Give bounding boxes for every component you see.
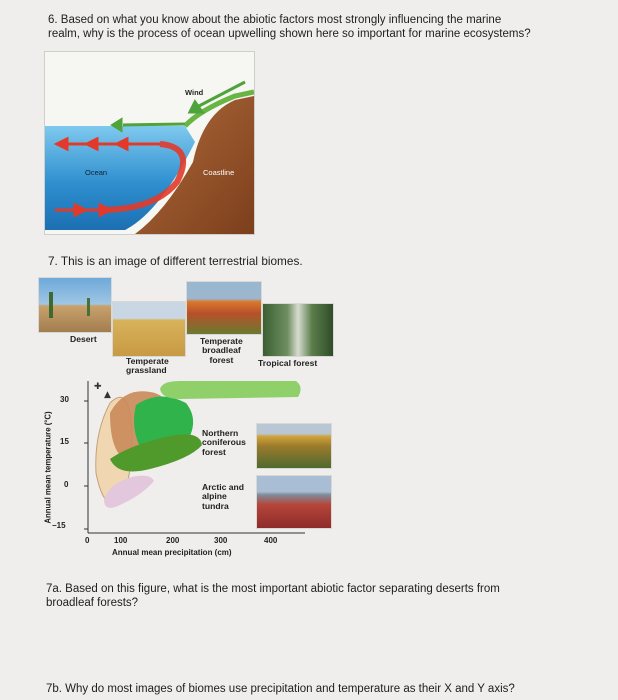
tropical-forest-photo (262, 303, 334, 357)
question-6 (48, 14, 531, 41)
y-ticks (84, 401, 88, 529)
temperate-broadleaf-forest-photo (186, 281, 262, 335)
x-axis-label: Annual mean precipitation (cm) (112, 548, 232, 557)
x-tick-100: 100 (114, 536, 128, 545)
cactus-icon: ✚ (94, 382, 102, 392)
x-tick-0: 0 (85, 536, 90, 545)
coastline-label: Coastline (203, 168, 235, 177)
tropical-forest-region (160, 381, 301, 399)
temperate-broadleaf-label: Temperate broadleaf forest (200, 336, 243, 365)
question-6-line-2: realm, why is the process of ocean upwelling shown here so important for marine ecosystems? (48, 27, 531, 40)
x-tick-300: 300 (214, 536, 228, 545)
biomes-figure (30, 275, 340, 570)
question-7b: 7b. Why do most images of biomes use precipitation and temperature as their X and Y axis? (46, 683, 515, 695)
question-7a-line-2: broadleaf forests? (46, 596, 139, 609)
arctic-alpine-label: Arctic and alpine tundra (202, 482, 245, 511)
y-tick-15: 15 (60, 437, 69, 446)
y-tick-neg15: −15 (52, 521, 66, 530)
desert-photo (38, 277, 112, 333)
question-6-line-1: 6. Based on what you know about the abiotic factors most strongly influencing the marine (48, 14, 502, 26)
upwelling-illustration (45, 52, 254, 234)
y-axis-label: Annual mean temperature (°C) (43, 411, 53, 524)
wind-label: Wind (185, 88, 204, 97)
temperate-grassland-photo (112, 301, 186, 357)
upwelling-diagram (44, 51, 255, 235)
question-7a (46, 583, 500, 610)
x-tick-200: 200 (166, 536, 180, 545)
ocean-label: Ocean (85, 168, 108, 177)
question-7a-line-1: 7a. Based on this figure, what is the most important abiotic factor separating deserts from (46, 583, 500, 595)
desert-label: Desert (70, 334, 97, 344)
arctic-alpine-photo (256, 475, 332, 529)
x-tick-400: 400 (264, 536, 278, 545)
northern-coniferous-photo (256, 423, 332, 469)
northern-coniferous-label: Northern coniferous forest (202, 428, 246, 457)
tropical-forest-label: Tropical forest (258, 358, 318, 368)
y-tick-30: 30 (60, 395, 69, 404)
plant-icon: ▲ (104, 390, 111, 400)
y-tick-0: 0 (64, 480, 69, 489)
question-7: 7. This is an image of different terrestrial biomes. (48, 254, 303, 268)
temperate-grassland-label: Temperate grassland (126, 356, 169, 376)
